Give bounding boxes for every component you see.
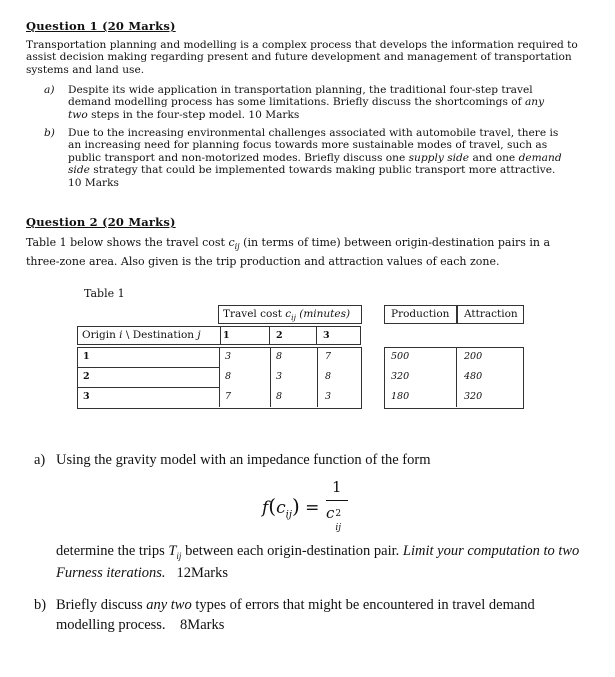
cost-cell: 3	[276, 371, 283, 382]
formula-f: f	[262, 498, 269, 518]
formula-denominator	[326, 504, 342, 533]
attraction-header-label: Attraction	[464, 308, 518, 320]
attraction-header	[456, 305, 524, 324]
q2b-text: modelling process.	[56, 617, 166, 633]
production-header	[384, 305, 458, 324]
var-T: T	[168, 543, 177, 559]
od-header-label	[82, 329, 201, 341]
q1b-italic: side	[68, 164, 90, 177]
dest-1: 1	[223, 330, 230, 341]
q2b-marks: 8Marks	[180, 617, 225, 633]
q1-heading: Question 1 (20 Marks)	[26, 19, 176, 33]
cost-cell: 8	[276, 391, 283, 402]
q1b-text-part: strategy that could be implemented towards making public transport more attractive.	[89, 164, 556, 177]
formula-sub: ij	[285, 509, 292, 521]
q2-intro	[26, 235, 590, 269]
q1b-line: Due to the increasing environmental challenges associated with automobile travel, there is	[68, 127, 559, 139]
q1a-text-part: demand modelling process has some limitations. Briefly discuss the shortcomings of	[68, 96, 525, 109]
table-row: 3	[83, 391, 90, 402]
var-sub: ij	[291, 313, 296, 323]
q1a-line	[68, 109, 590, 121]
q1b-line	[68, 164, 590, 176]
var-i: i	[119, 329, 123, 341]
dest-2: 2	[276, 330, 283, 341]
q1-intro-line: Transportation planning and modelling is a complex process that develops the information required to	[26, 39, 578, 51]
production-cell: 500	[391, 351, 410, 362]
q1a-line: Despite its wide application in transportation planning, the traditional four-step travel	[68, 84, 533, 96]
od-text: \ Destination	[122, 329, 198, 341]
formula-lhs: $f(c_{ij})$ =	[262, 494, 320, 521]
cost-cell: 8	[276, 351, 283, 362]
q2a-line1: Using the gravity model with an impedance function of the form	[56, 452, 431, 468]
var-sub: ij	[176, 550, 182, 561]
var-sub: ij	[234, 242, 240, 252]
q2a-line2	[56, 542, 579, 565]
unit-minutes: (minutes)	[295, 308, 351, 320]
q2-intro-line: three-zone area. Also given is the trip production and attraction values of each zone.	[26, 255, 500, 269]
var-c: c	[228, 236, 235, 249]
travel-cost-label	[223, 308, 350, 322]
formula-c: c	[276, 498, 286, 518]
production-header-label: Production	[391, 308, 450, 320]
q2b-italic: any	[146, 597, 168, 613]
production-cell: 320	[391, 371, 410, 382]
cost-cell: 7	[325, 351, 332, 362]
q1b-italic: demand	[518, 151, 562, 164]
formula-numerator: 1	[332, 478, 342, 496]
formula-exponent: 2	[335, 509, 342, 519]
table-row: 1	[83, 351, 90, 362]
q1a-text	[68, 84, 590, 121]
table-row: 2	[83, 371, 90, 382]
dest-header-cell	[317, 327, 360, 344]
formula-sub: ij	[335, 523, 342, 533]
q2a-italic: Limit your computation to two	[402, 543, 580, 559]
q2-intro-line	[26, 235, 590, 254]
q2b-line2	[56, 616, 224, 634]
formula-c: c	[326, 504, 335, 522]
q1-intro-line: assist decision making regarding present and future development and management of transportation	[26, 51, 572, 64]
dest-header-cell	[219, 327, 270, 344]
q1b-line: an increasing need for planning focus towards more sustainable modes of travel, such as	[68, 139, 548, 152]
od-header-cell	[77, 326, 221, 345]
prod-attr-body	[384, 347, 522, 407]
attraction-cell: 320	[464, 391, 483, 402]
fraction-bar	[326, 500, 348, 501]
dest-3: 3	[323, 330, 330, 341]
cost-cell: 3	[325, 391, 332, 402]
q1a-italic-any: any	[524, 96, 545, 109]
q2a-marks: 12Marks	[176, 565, 228, 581]
q1-intro	[26, 39, 590, 76]
attraction-cell: 200	[464, 351, 483, 362]
q2a-line3	[56, 564, 228, 582]
q1a-line	[68, 96, 590, 108]
q1b-text-part: and one	[469, 151, 519, 164]
attraction-cell: 480	[464, 371, 483, 382]
cost-cell: 7	[225, 391, 232, 402]
cost-table-body	[77, 347, 360, 407]
var-c: c	[285, 308, 292, 320]
q2b-text: types of errors that might be encountered in travel demand	[191, 597, 535, 613]
q1b-text	[68, 127, 590, 189]
q2a-italic: Furness iterations.	[56, 565, 166, 581]
q1b-letter: b)	[44, 127, 55, 139]
var-j: j	[197, 329, 201, 341]
dest-header-row	[219, 326, 361, 345]
q2a-text: determine the trips	[56, 543, 169, 559]
q1-intro-line: systems and land use.	[26, 63, 145, 76]
q2-heading: Question 2 (20 Marks)	[26, 215, 176, 229]
travel-cost-text: Travel cost	[223, 308, 286, 320]
q1b-text-part: public transport and non-motorized modes. Briefly discuss one	[68, 151, 409, 164]
q2a-text: between each origin-destination pair.	[181, 543, 403, 559]
q2-intro-part: Table 1 below shows the travel cost	[26, 236, 229, 249]
q2b-line1	[56, 596, 556, 614]
q2b-italic: two	[170, 597, 192, 613]
q1a-text-part: steps in the four-step model. 10 Marks	[87, 108, 300, 121]
impedance-formula	[262, 478, 382, 536]
q2b-letter: b)	[34, 597, 47, 613]
od-text: Origin	[82, 329, 120, 341]
q1b-line	[68, 152, 590, 164]
dest-header-cell	[270, 327, 317, 344]
formula-equals: =	[305, 498, 320, 518]
q1a-letter: a)	[44, 84, 55, 96]
q2b-text: Briefly discuss	[56, 597, 147, 613]
q2a-letter: a)	[34, 452, 46, 468]
q1a-italic-two: two	[68, 108, 88, 121]
q2-intro-part: (in terms of time) between origin-destination pairs in a	[239, 236, 551, 249]
cost-cell: 3	[225, 351, 232, 362]
cost-cell: 8	[225, 371, 232, 382]
cost-cell: 8	[325, 371, 332, 382]
travel-cost-header	[218, 305, 362, 324]
table-caption: Table 1	[84, 287, 125, 300]
production-cell: 180	[391, 391, 410, 402]
q1b-italic: supply side	[408, 151, 470, 164]
q1b-marks: 10 Marks	[68, 176, 119, 189]
